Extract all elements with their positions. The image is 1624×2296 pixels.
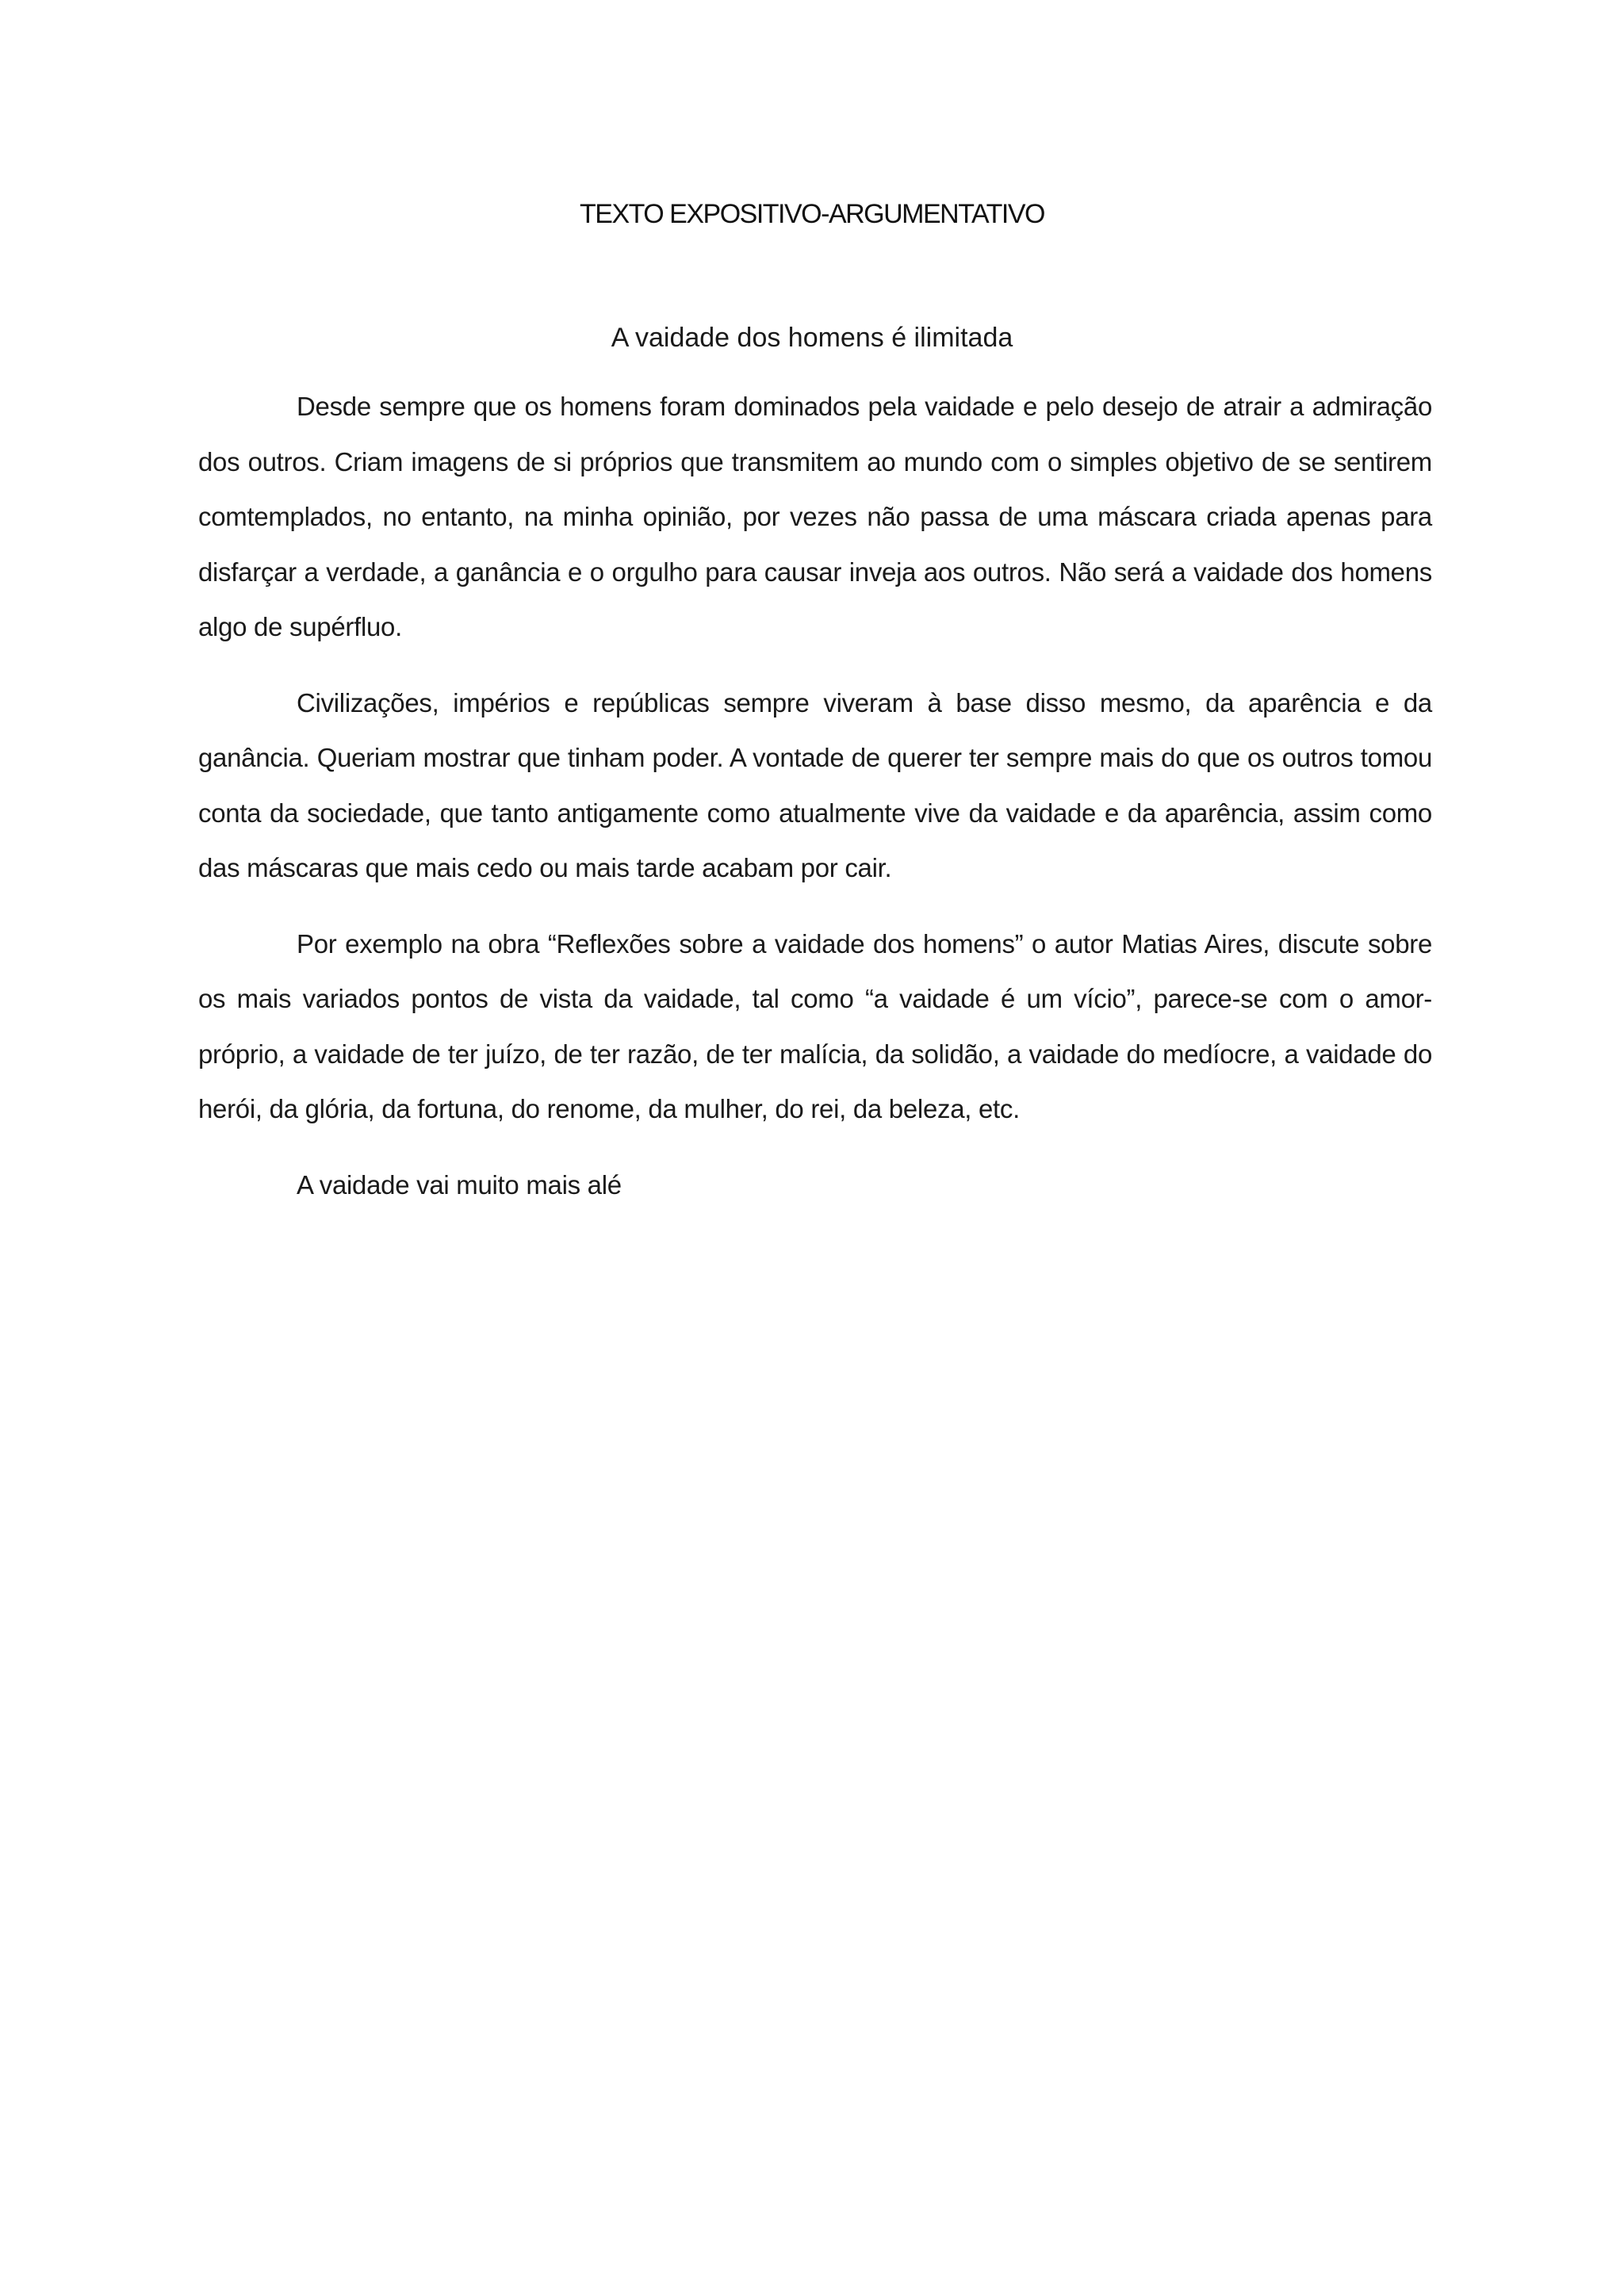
paragraph: Civilizações, impérios e repúblicas sempre viveram à base disso mesmo, da aparência e da ganância. Queriam mostrar que tinham poder. A vontade de querer ter sempre mais do que os outros tomou conta da sociedade, que tanto antigamente como atualmente vive da vaidade e da aparência, assim como das máscaras que mais cedo ou mais tarde acabam por cair.: [198, 687, 1432, 882]
document-body: [198, 379, 1432, 1233]
document-heading: TEXTO EXPOSITIVO-ARGUMENTATIVO: [580, 199, 1044, 229]
paragraph: Por exemplo na obra “Reflexões sobre a vaidade dos homens” o autor Matias Aires, discute sobre os mais variados pontos de vista da vaidade, tal como “a vaidade é um vício”, parece-se com o amor-próprio, a vaidade de ter juízo, de ter razão, de ter malícia, da solidão, a vaidade do medíocre, a vaidade do herói, da glória, da fortuna, do renome, da mulher, do rei, da beleza, etc.: [198, 928, 1432, 1123]
paragraph: A vaidade vai muito mais alé: [297, 1169, 622, 1200]
paragraph: Desde sempre que os homens foram dominados pela vaidade e pelo desejo de atrair a admiração dos outros. Criam imagens de si próprios que transmitem ao mundo com o simples objetivo de se sentirem comtemplados, no entanto, na minha opinião, por vezes não passa de uma máscara criada apenas para disfarçar a verdade, a ganância e o orgulho para causar inveja aos outros. Não será a vaidade dos homens algo de supérfluo.: [198, 392, 1432, 641]
document-title: A vaidade dos homens é ilimitada: [611, 323, 1013, 353]
